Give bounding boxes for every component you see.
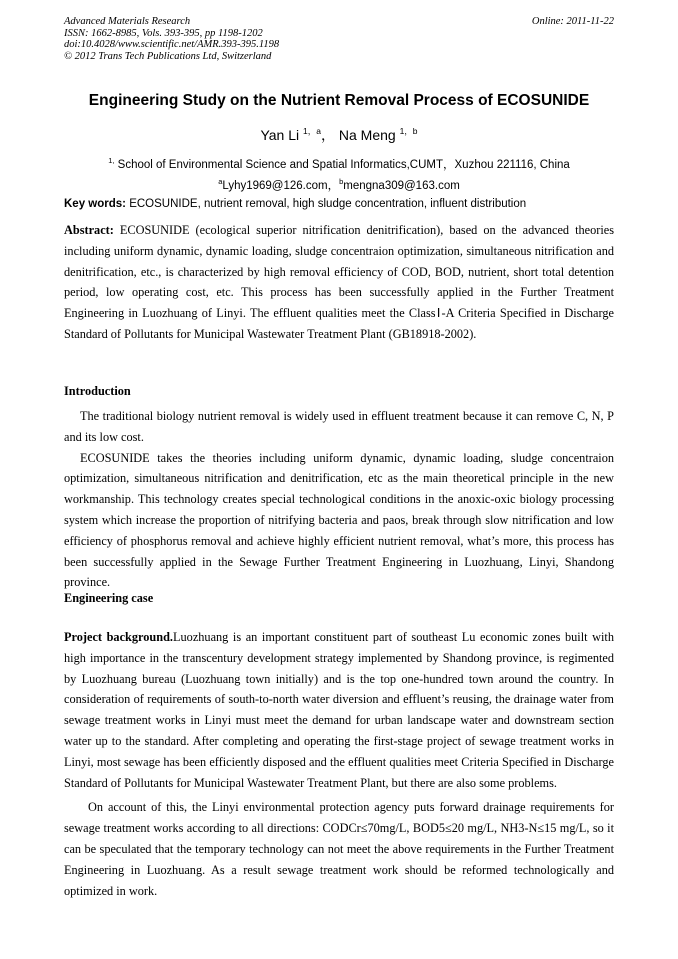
issn-line: ISSN: 1662-8985, Vols. 393-395, pp 1198-1202	[64, 27, 263, 39]
abstract-label: Abstract:	[64, 223, 114, 237]
email-link[interactable]: mengna309@163.com	[343, 179, 460, 192]
author-line	[0, 125, 678, 145]
author-superscript: 1，b	[399, 126, 418, 136]
paragraph	[64, 627, 614, 793]
section-heading-engineering-case: Engineering case	[64, 591, 154, 605]
subsection-label: Project background.	[64, 630, 174, 644]
author-separator: ，	[320, 127, 335, 143]
abstract	[64, 220, 614, 345]
email-link[interactable]: Lyhy1969@126.com，	[222, 179, 340, 192]
keywords	[64, 198, 614, 210]
copyright-line: © 2012 Trans Tech Publications Ltd, Switzerland	[64, 50, 272, 62]
section-heading-introduction: Introduction	[64, 384, 131, 398]
keywords-label: Key words:	[64, 198, 126, 210]
email-superscript: a	[218, 176, 223, 186]
paper-title: Engineering Study on the Nutrient Removal Process of ECOSUNIDE	[88, 92, 590, 109]
journal-header	[64, 16, 279, 62]
paragraph: ECOSUNIDE takes the theories including uniform dynamic, dynamic loading, sludge concentraion optimization, simultaneous nitrification and denitrification, etc as the main theoretical principle in the new workmanship. This technology creates special technological conditions in the anoxic-oxic biology processing system which increase the proportion of nitrifying bacteria and paos, break through slow nitrification and low efficiency of phosphorus removal and achieve highly efficient nutrient removal, what’s more, this process has been successfully applied in the Sewage Further Treatment Engineering in Luozhuang, Linyi, Shandong province.	[64, 450, 614, 590]
email-superscript: b	[339, 176, 344, 186]
online-date: Online: 2011-11-22	[531, 16, 614, 27]
author-name: Na Meng	[338, 127, 396, 143]
author-superscript: 1，a	[303, 126, 321, 136]
affiliation-block	[0, 153, 678, 194]
engineering-body	[64, 627, 614, 905]
affiliation-superscript: 1,	[108, 156, 115, 165]
paragraph: On account of this, the Linyi environmental protection agency puts forward drainage requirements for sewage treatment works according to all directions: CODCr≤70mg/L, BOD5≤20 mg/L, NH3-N≤15 mg/L, so it can be speculated that the temporary technology can not meet the above requirements in the Further Treatment Engineering in Luozhuang. As a result sewage treatment work should be reformed technologically and optimized in work.	[64, 800, 614, 898]
email-line	[0, 174, 678, 195]
introduction-body	[64, 406, 614, 593]
paragraph-text: Luozhuang is an important constituent part of southeast Lu economic zones built with high importance in the transcentury development strategy implemented by Shandong province, is regimented by Luozhuang bureau (Luozhuang town initially) and is the top one-hundred town around the country. In consideration of requirements of south-to-north water diversion and effluent’s reusing, the drainage water from sewage treatment works in Linyi must meet the demand for urban landscape water and downstream section water up to the standard. After completing and operating the first-stage project of sewage treatment works in Linyi, most sewage has been efficiently disposed and the effluent qualities meet Criteria Specified in Discharge Standard of Pollutants for Municipal Wastewater Treatment Plant, but there are also some problems.	[64, 630, 615, 790]
affiliation-line	[0, 153, 678, 174]
affiliation-text: School of Environmental Science and Spatial Informatics,CUMT，Xuzhou 221116, China	[117, 159, 570, 171]
paragraph: The traditional biology nutrient removal is widely used in effluent treatment because it can remove C, N, P and its low cost.	[64, 409, 614, 444]
doi-line: doi:10.4028/www.scientific.net/AMR.393-395.1198	[64, 39, 280, 50]
abstract-text: ECOSUNIDE (ecological superior nitrification denitrification), based on the advanced theories including uniform dynamic, dynamic loading, sludge concentraion optimization, simultaneous nitrification and denitrification, etc., is characterized by high removal efficiency of COD, BOD, nutrient, short total detention period, low operating cost, etc. This process has been successfully applied in the Further Treatment Engineering in Luozhuang of Linyi. The effluent qualities meet the ClassⅠ-A Criteria Specified in Discharge Standard of Pollutants for Municipal Wastewater Treatment Plant (GB18918-2002).	[64, 223, 614, 341]
keywords-text: ECOSUNIDE, nutrient removal, high sludge concentration, influent distribution	[126, 198, 527, 210]
author-name: Yan Li	[260, 127, 300, 143]
journal-name: Advanced Materials Research	[64, 16, 191, 27]
